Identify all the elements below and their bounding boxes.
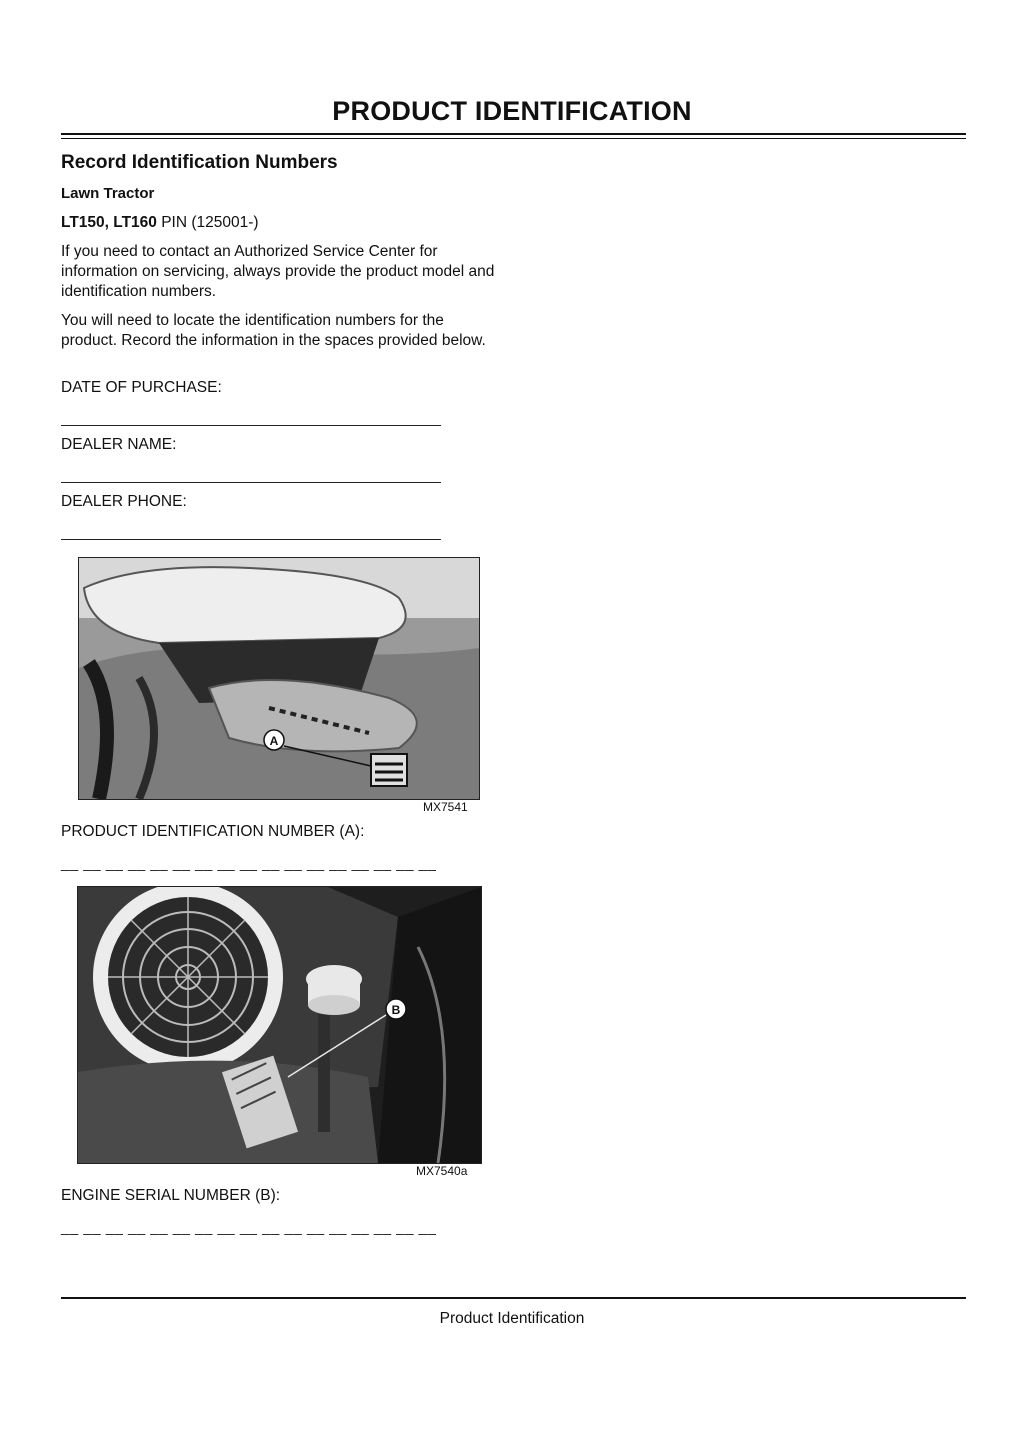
title-rule-thick (61, 133, 966, 135)
model-numbers: LT150, LT160 (61, 214, 157, 231)
footer-text: Product Identification (439, 1310, 585, 1327)
title-rule-thin (61, 138, 966, 139)
figure-code-1: MX7541 (423, 800, 468, 814)
dealer-phone-label: DEALER PHONE: (61, 493, 187, 510)
engine-serial-digit-blanks: __ __ __ __ __ __ __ __ __ __ __ __ __ __ __ __ __ (61, 1219, 437, 1236)
paragraph-contact: If you need to contact an Authorized Service Center for information on servicing, always provide the product model and identification numbers. (61, 243, 495, 300)
dealer-name-blank (61, 482, 441, 483)
paragraph-locate: You will need to locate the identification numbers for the product. Record the information in the spaces provided below. (61, 312, 486, 349)
callout-b: B (391, 1003, 401, 1017)
callout-a: A (269, 734, 279, 748)
engine-serial-label: ENGINE SERIAL NUMBER (B): (61, 1187, 281, 1204)
date-of-purchase-label: DATE OF PURCHASE: (61, 379, 222, 396)
dealer-name-label: DEALER NAME: (61, 436, 177, 453)
pin-digit-blanks: __ __ __ __ __ __ __ __ __ __ __ __ __ __ __ __ __ (61, 855, 437, 872)
pin-range: PIN (125001-) (161, 214, 259, 231)
pin-label: PRODUCT IDENTIFICATION NUMBER (A): (61, 823, 365, 840)
figure-code-2: MX7540a (416, 1164, 468, 1178)
footer-rule (61, 1297, 966, 1299)
date-of-purchase-blank (61, 425, 441, 426)
section-title: Record Identification Numbers (61, 152, 338, 173)
page-title: PRODUCT IDENTIFICATION (332, 96, 692, 126)
tractor-seat-photo (78, 557, 480, 800)
dealer-phone-blank (61, 539, 441, 540)
model-line (61, 213, 501, 233)
engine-photo (77, 886, 482, 1164)
subheading: Lawn Tractor (61, 185, 155, 202)
